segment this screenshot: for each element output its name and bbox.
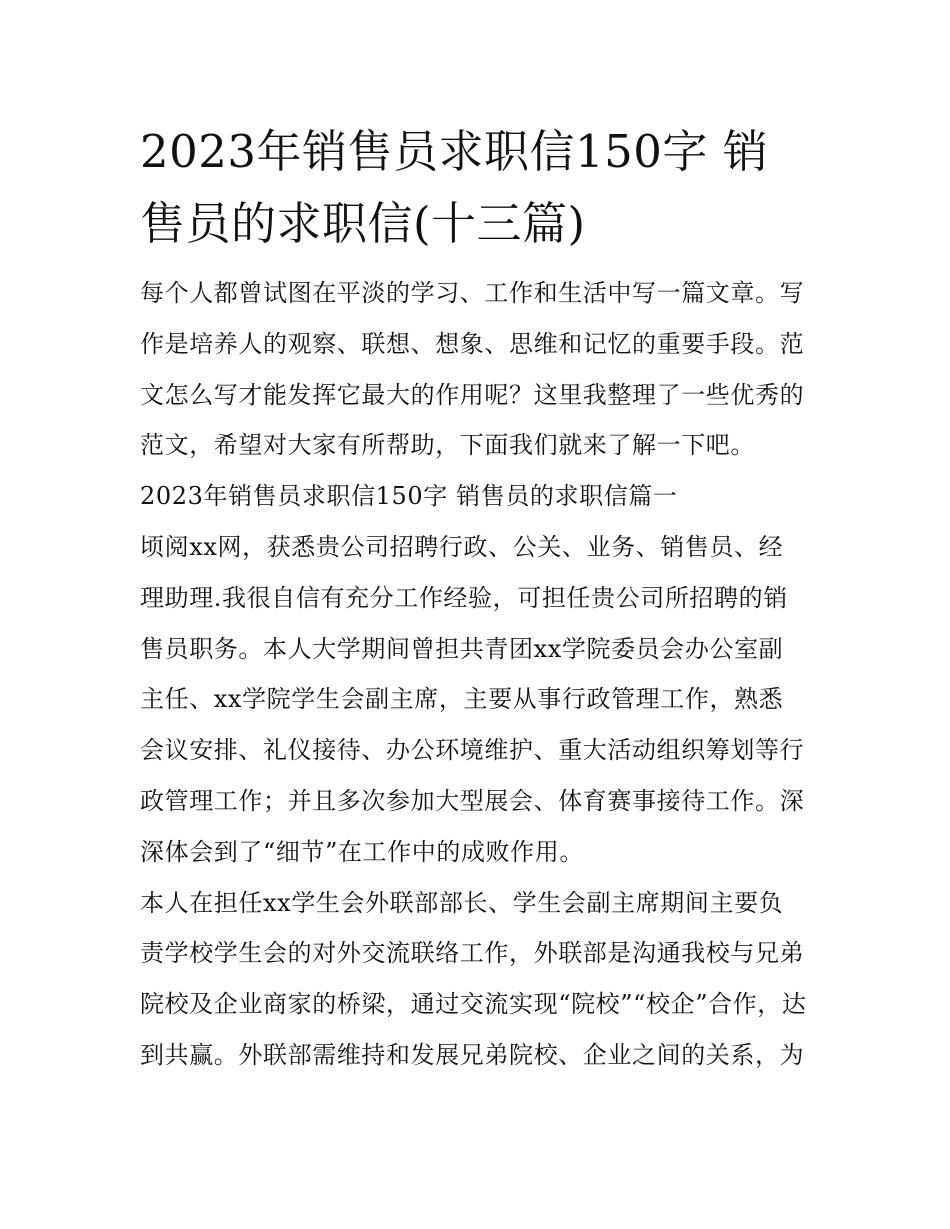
document-title (140, 0, 812, 260)
intro-line: 范文，希望对大家有所帮助，下面我们就来了解一下吧。 (140, 431, 755, 460)
paragraph-line: 到共赢。外联部需维持和发展兄弟院校、企业之间的关系，为 (140, 1040, 805, 1069)
paragraph-line: 政管理工作；并且多次参加大型展会、体育赛事接待工作。深 (140, 786, 805, 815)
paragraph-line: 院校及企业商家的桥梁，通过交流实现“院校”“校企”合作，达 (140, 990, 807, 1019)
paragraph-1 (140, 522, 812, 878)
document-body (140, 268, 812, 1081)
intro-line: 每个人都曾试图在平淡的学习、工作和生活中写一篇文章。写 (140, 279, 805, 307)
paragraph-line: 深体会到了“细节”在工作中的成败作用。 (140, 837, 584, 866)
document-page (140, 0, 812, 1081)
paragraph-line: 会议安排、礼仪接待、办公环境维护、重大活动组织筹划等行 (140, 736, 805, 765)
intro-line: 文怎么写才能发挥它最大的作用呢？这里我整理了一些优秀的 (140, 380, 805, 409)
paragraph-line: 售员职务。本人大学期间曾担共青团xx学院委员会办公室副 (140, 634, 784, 663)
title-line-2: 售员的求职信(十三篇) (140, 197, 586, 250)
title-line-1: 2023年销售员求职信150字 销 (140, 125, 769, 178)
paragraph-2 (140, 878, 812, 1081)
section-heading: 2023年销售员求职信150字 销售员的求职信篇一 (140, 482, 678, 511)
paragraph-line: 顷阅xx网，获悉贵公司招聘行政、公关、业务、销售员、经 (140, 532, 784, 561)
paragraph-line: 责学校学生会的对外交流联络工作，外联部是沟通我校与兄弟 (140, 939, 805, 968)
paragraph-line: 理助理.我很自信有充分工作经验，可担任贵公司所招聘的销 (140, 583, 788, 612)
paragraph-line: 本人在担任xx学生会外联部部长、学生会副主席期间主要负 (140, 888, 784, 917)
paragraph-line: 主任、xx学院学生会副主席，主要从事行政管理工作，熟悉 (140, 685, 784, 714)
intro-line: 作是培养人的观察、联想、想象、思维和记忆的重要手段。范 (140, 329, 805, 358)
intro-paragraph (140, 268, 812, 471)
